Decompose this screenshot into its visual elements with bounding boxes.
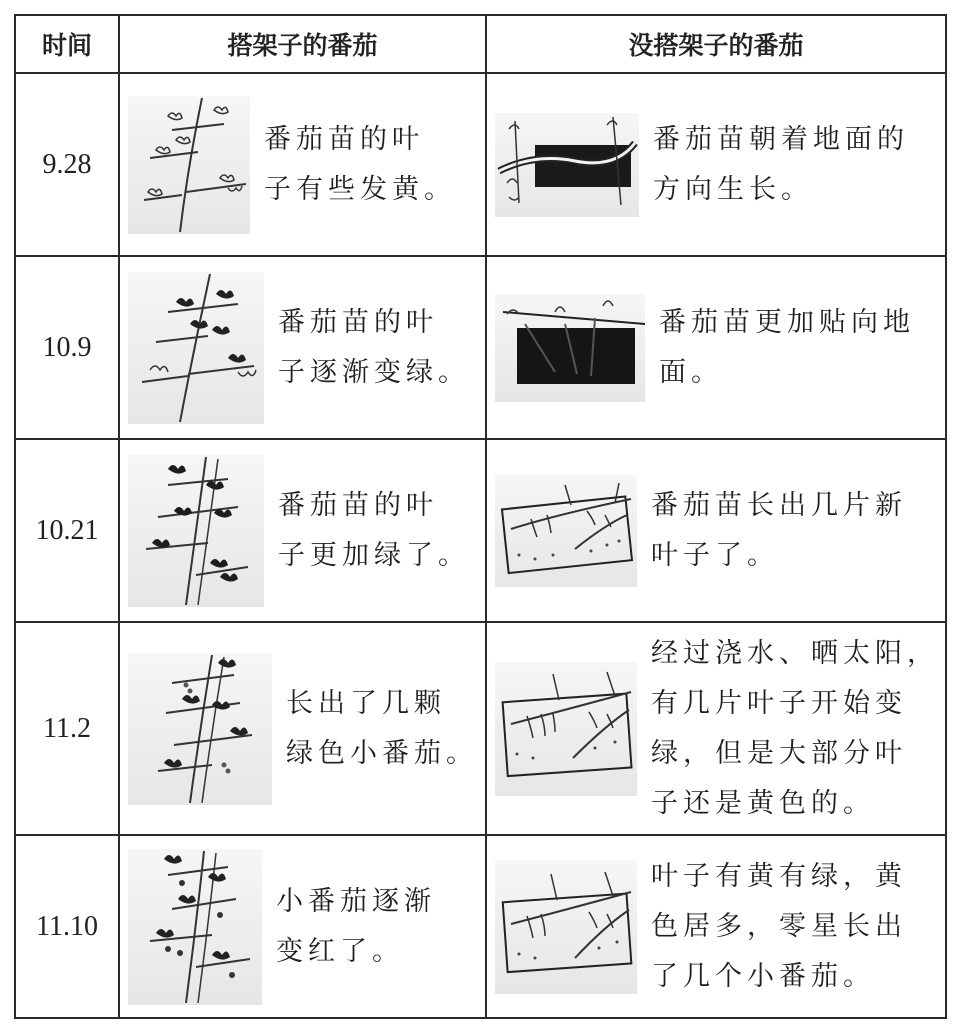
no-trellis-cell <box>486 256 946 439</box>
observation-record-table-container <box>14 14 945 1016</box>
trellis-observation-text: 小番茄逐渐 变红了。 <box>276 885 436 967</box>
no-trellis-cell <box>486 835 946 1018</box>
tomato-observation-table <box>14 14 947 1019</box>
trellis-cell <box>119 622 486 835</box>
table-header-row <box>15 15 946 73</box>
row-time: 11.2 <box>15 622 119 835</box>
tomato-plant-on-trellis-sketch <box>128 272 264 424</box>
trellis-cell <box>119 439 486 622</box>
trellis-cell <box>119 73 486 256</box>
table-row <box>15 439 946 622</box>
header-trellis-tomato: 搭架子的番茄 <box>119 15 486 73</box>
no-trellis-observation-text: 番茄苗朝着地面的 方向生长。 <box>653 123 909 205</box>
no-trellis-cell <box>486 622 946 835</box>
no-trellis-observation-text: 番茄苗长出几片新 叶子了。 <box>651 489 907 571</box>
no-trellis-cell <box>486 439 946 622</box>
no-trellis-cell <box>486 73 946 256</box>
trellis-cell <box>119 835 486 1018</box>
trellis-observation-text: 番茄苗的叶 子逐渐变绿。 <box>278 306 470 388</box>
tomato-plant-on-trellis-sketch <box>128 653 272 805</box>
trellis-cell <box>119 256 486 439</box>
header-time: 时间 <box>15 15 119 73</box>
trellis-observation-text: 番茄苗的叶 子有些发黄。 <box>264 123 456 205</box>
tomato-plant-lying-on-ground-sketch <box>495 294 645 402</box>
table-row <box>15 835 946 1018</box>
table-row <box>15 622 946 835</box>
trellis-observation-text: 番茄苗的叶 子更加绿了。 <box>278 489 470 571</box>
header-no-trellis-tomato: 没搭架子的番茄 <box>486 15 946 73</box>
no-trellis-observation-text: 番茄苗更加贴向地 面。 <box>659 306 915 388</box>
tomato-plant-lying-on-ground-sketch <box>495 113 639 217</box>
tomato-plant-on-trellis-sketch <box>128 455 264 607</box>
no-trellis-observation-text: 叶子有黄有绿，黄 色居多，零星长出 了几个小番茄。 <box>651 860 907 992</box>
row-time: 11.10 <box>15 835 119 1018</box>
tomato-plant-lying-on-ground-sketch <box>495 475 637 587</box>
no-trellis-observation-text: 经过浇水、晒太阳， 有几片叶子开始变 绿，但是大部分叶 子还是黄色的。 <box>651 637 939 819</box>
tomato-plant-on-trellis-sketch <box>128 96 250 234</box>
trellis-observation-text: 长出了几颗 绿色小番茄。 <box>286 687 478 769</box>
table-row <box>15 256 946 439</box>
tomato-plant-on-trellis-sketch <box>128 849 262 1005</box>
table-row <box>15 73 946 256</box>
row-time: 10.9 <box>15 256 119 439</box>
tomato-plant-lying-on-ground-sketch <box>495 662 637 796</box>
row-time: 10.21 <box>15 439 119 622</box>
tomato-plant-lying-on-ground-sketch <box>495 860 637 994</box>
row-time: 9.28 <box>15 73 119 256</box>
